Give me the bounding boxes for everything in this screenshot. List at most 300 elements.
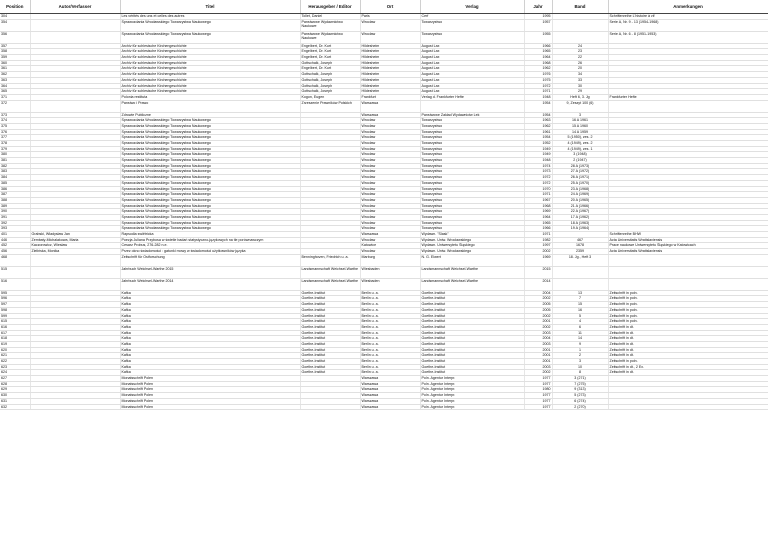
cell-position[interactable]: 595	[0, 290, 30, 296]
cell-position[interactable]: 375	[0, 123, 30, 129]
cell-position[interactable]: 597	[0, 302, 30, 308]
cell-position[interactable]: 615	[0, 319, 30, 325]
cell-verlag[interactable]: Goethe-Institut	[420, 302, 524, 308]
cell-anmerkungen[interactable]: Schriftenreihe BHW	[608, 232, 768, 238]
cell-band[interactable]: 15	[552, 302, 608, 308]
cell-jahr[interactable]: 1954	[524, 112, 552, 118]
cell-herausgeber[interactable]: Goethe-Institut	[300, 336, 360, 342]
cell-band[interactable]: 9	[552, 341, 608, 347]
cell-verlag[interactable]: Goethe-Institut	[420, 330, 524, 336]
cell-band[interactable]: 2359	[552, 249, 608, 255]
cell-ort[interactable]: Wiesbaden	[360, 266, 420, 278]
cell-jahr[interactable]: 1995	[524, 14, 552, 20]
cell-titel[interactable]: Kafka	[120, 336, 300, 342]
cell-ort[interactable]: Wrocław	[360, 186, 420, 192]
cell-anmerkungen[interactable]: Zeitschrift in dt.	[608, 330, 768, 336]
cell-jahr[interactable]: 1968	[524, 60, 552, 66]
cell-anmerkungen[interactable]: Zeitschrift in poln.	[608, 319, 768, 325]
cell-band[interactable]: 15 A 1960	[552, 123, 608, 129]
cell-jahr[interactable]: 1973	[524, 169, 552, 175]
cell-jahr[interactable]: 1949	[524, 152, 552, 158]
cell-band[interactable]: 2 (270)	[552, 404, 608, 410]
table-row[interactable]	[0, 404, 768, 410]
cell-titel[interactable]: Monatsschrift Polen	[120, 376, 300, 382]
cell-band[interactable]: 34	[552, 72, 608, 78]
cell-verlag[interactable]: August Lax	[420, 60, 524, 66]
cell-position[interactable]: 624	[0, 370, 30, 376]
cell-position[interactable]: 382	[0, 163, 30, 169]
cell-herausgeber[interactable]: Goethe-Institut	[300, 319, 360, 325]
cell-position[interactable]: 381	[0, 158, 30, 164]
cell-titel[interactable]: Zdrowie Publiczne	[120, 112, 300, 118]
cell-jahr[interactable]: 1997	[524, 243, 552, 249]
cell-titel[interactable]: Sprawozdania Wrocławskiego Towarzystwa Naukowego	[120, 169, 300, 175]
cell-band[interactable]: 3	[552, 112, 608, 118]
cell-ort[interactable]: Warszawa	[360, 387, 420, 393]
cell-herausgeber[interactable]: Engelbert, Dr. Kurt	[300, 43, 360, 49]
cell-band[interactable]: 3 (271)	[552, 376, 608, 382]
cell-titel[interactable]: Sprawozdania Wrocławskiego Towarzystwa Naukowego	[120, 123, 300, 129]
cell-verlag[interactable]: August Lax	[420, 49, 524, 55]
cell-ort[interactable]: Wrocław	[360, 129, 420, 135]
cell-jahr[interactable]: 1964	[524, 214, 552, 220]
cell-band[interactable]: 24 A (1969)	[552, 192, 608, 198]
cell-ort[interactable]: Hildesheim	[360, 55, 420, 61]
cell-band[interactable]: 14 A 1959	[552, 129, 608, 135]
cell-jahr[interactable]: 2003	[524, 341, 552, 347]
cell-ort[interactable]: Wrocław	[360, 19, 420, 31]
cell-ort[interactable]: Wrocław	[360, 180, 420, 186]
cell-ort[interactable]: Wrocław	[360, 163, 420, 169]
cell-jahr[interactable]: 2002	[524, 296, 552, 302]
cell-titel[interactable]: Sprawozdania Wrocławskiego Towarzystwa Naukowego	[120, 135, 300, 141]
cell-position[interactable]: 385	[0, 180, 30, 186]
cell-verlag[interactable]: Goethe-Institut	[420, 359, 524, 365]
cell-autor[interactable]: Kaczorowicz, Wiesław	[30, 243, 120, 249]
cell-verlag[interactable]: Goethe-Institut	[420, 296, 524, 302]
cell-jahr[interactable]: 2002	[524, 249, 552, 255]
cell-titel[interactable]: Kafka	[120, 353, 300, 359]
cell-verlag[interactable]: Goethe-Institut	[420, 336, 524, 342]
cell-jahr[interactable]: 2003	[524, 330, 552, 336]
cell-ort[interactable]: Wrocław	[360, 135, 420, 141]
cell-ort[interactable]: Hildesheim	[360, 77, 420, 83]
cell-anmerkungen[interactable]: Zeitschrift in dt.	[608, 336, 768, 342]
cell-ort[interactable]: Wrocław	[360, 226, 420, 232]
cell-jahr[interactable]: 1966	[524, 226, 552, 232]
cell-titel[interactable]: Sprawozdania Wrocławskiego Towarzystwa Naukowego	[120, 118, 300, 124]
cell-jahr[interactable]: 1952	[524, 141, 552, 147]
cell-verlag[interactable]: Goethe-Institut	[420, 313, 524, 319]
cell-verlag[interactable]: Towarzystwo	[420, 203, 524, 209]
cell-position[interactable]: 516	[0, 278, 30, 290]
table-row[interactable]	[0, 266, 768, 278]
cell-band[interactable]: 9, Zeszyt 100 (6)	[552, 100, 608, 112]
cell-titel[interactable]: Kafka	[120, 324, 300, 330]
cell-titel[interactable]: Archiv für schlesische Kirchengeschichte	[120, 77, 300, 83]
cell-herausgeber[interactable]: Tollet, Daniel	[300, 14, 360, 20]
cell-jahr[interactable]: 1977	[524, 398, 552, 404]
cell-band[interactable]: 4 (1949), zes. 2	[552, 141, 608, 147]
cell-ort[interactable]: Wrocław	[360, 158, 420, 164]
cell-jahr[interactable]: 2004	[524, 290, 552, 296]
cell-jahr[interactable]: 1977	[524, 404, 552, 410]
cell-band[interactable]: 5	[552, 313, 608, 319]
cell-jahr[interactable]: 1969	[524, 209, 552, 215]
cell-position[interactable]: 377	[0, 135, 30, 141]
cell-herausgeber[interactable]: Gottschalk, Joseph	[300, 72, 360, 78]
cell-herausgeber[interactable]: Goethe-Institut	[300, 330, 360, 336]
cell-jahr[interactable]: 2001	[524, 319, 552, 325]
cell-herausgeber[interactable]: Panstwowe Wydawnictwo Naukowe	[300, 31, 360, 43]
cell-verlag[interactable]: Towarzystwo	[420, 129, 524, 135]
cell-verlag[interactable]: Goethe-Institut	[420, 290, 524, 296]
cell-verlag[interactable]: August Lax	[420, 77, 524, 83]
table-row[interactable]	[0, 19, 768, 31]
cell-jahr[interactable]: 1948	[524, 158, 552, 164]
cell-anmerkungen[interactable]: Zeitschrift in dt.	[608, 341, 768, 347]
cell-autor[interactable]	[30, 100, 120, 112]
cell-band[interactable]: 26 A (1971)	[552, 175, 608, 181]
cell-verlag[interactable]: Towarzystwo	[420, 197, 524, 203]
cell-verlag[interactable]: Towarzystwo	[420, 220, 524, 226]
cell-position[interactable]: 599	[0, 313, 30, 319]
cell-band[interactable]: 1	[552, 347, 608, 353]
cell-ort[interactable]: Wrocław	[360, 146, 420, 152]
cell-ort[interactable]: Warszawa	[360, 376, 420, 382]
cell-verlag[interactable]: Poln. Agentur Interpr.	[420, 404, 524, 410]
cell-position[interactable]: 620	[0, 347, 30, 353]
cell-jahr[interactable]: 1962	[524, 123, 552, 129]
cell-titel[interactable]: Sprawozdania Wrocławskiego Towarzystwa Naukowego	[120, 31, 300, 43]
cell-ort[interactable]: Hildesheim	[360, 66, 420, 72]
cell-position[interactable]: 393	[0, 226, 30, 232]
cell-band[interactable]: 467	[552, 237, 608, 243]
cell-herausgeber[interactable]: Benninghoven, Friedrich u. a.	[300, 254, 360, 266]
cell-band[interactable]: Heft 6, 3. Jg	[552, 94, 608, 100]
cell-jahr[interactable]: 2014	[524, 278, 552, 290]
cell-verlag[interactable]: Towarzystwo	[420, 163, 524, 169]
cell-titel[interactable]: Polonia restituta	[120, 94, 300, 100]
cell-verlag[interactable]: Towarzystwo	[420, 180, 524, 186]
cell-ort[interactable]: Wrocław	[360, 192, 420, 198]
cell-jahr[interactable]: 2002	[524, 313, 552, 319]
cell-ort[interactable]: Wrocław	[360, 214, 420, 220]
cell-band[interactable]: 8	[552, 370, 608, 376]
cell-band[interactable]: 20	[552, 66, 608, 72]
cell-verlag[interactable]: Towarzystwo	[420, 146, 524, 152]
cell-jahr[interactable]: 2001	[524, 359, 552, 365]
cell-band[interactable]: 26	[552, 60, 608, 66]
cell-jahr[interactable]: 1971	[524, 89, 552, 95]
cell-jahr[interactable]: 1965	[524, 49, 552, 55]
cell-jahr[interactable]: 2003	[524, 364, 552, 370]
cell-verlag[interactable]	[420, 100, 524, 112]
cell-jahr[interactable]: 1977	[524, 393, 552, 399]
cell-titel[interactable]: Sprawozdania Wrocławskiego Towarzystwa Naukowego	[120, 158, 300, 164]
cell-ort[interactable]: Wrocław	[360, 220, 420, 226]
cell-herausgeber[interactable]: Goethe-Institut	[300, 324, 360, 330]
cell-band[interactable]: 23 A (1968)	[552, 186, 608, 192]
cell-position[interactable]: 371	[0, 94, 30, 100]
cell-position[interactable]: 360	[0, 60, 30, 66]
cell-verlag[interactable]: Towarzystwo	[420, 214, 524, 220]
cell-ort[interactable]: Wrocław	[360, 209, 420, 215]
cell-ort[interactable]: Berlin u. a.	[360, 296, 420, 302]
cell-jahr[interactable]: 1962	[524, 66, 552, 72]
cell-titel[interactable]: Panstwo i Prawo	[120, 100, 300, 112]
cell-autor[interactable]: Zielińska, Monika	[30, 249, 120, 255]
cell-ort[interactable]: Berlin u. a.	[360, 290, 420, 296]
cell-verlag[interactable]: Cerf	[420, 14, 524, 20]
cell-position[interactable]: 364	[0, 83, 30, 89]
cell-position[interactable]: 359	[0, 55, 30, 61]
cell-ort[interactable]: Berlin u. a.	[360, 347, 420, 353]
cell-verlag[interactable]: August Lax	[420, 43, 524, 49]
cell-position[interactable]: 623	[0, 364, 30, 370]
cell-band[interactable]: 4 (1949), zes. 1	[552, 146, 608, 152]
cell-herausgeber[interactable]	[300, 404, 360, 410]
cell-jahr[interactable]: 2001	[524, 347, 552, 353]
cell-verlag[interactable]: Poln. Agentur Interpr.	[420, 376, 524, 382]
cell-position[interactable]: 384	[0, 175, 30, 181]
cell-band[interactable]: 9 (313)	[552, 387, 608, 393]
cell-position[interactable]: 383	[0, 169, 30, 175]
cell-titel[interactable]: Zeitschrift für Ostforschung	[120, 254, 300, 266]
cell-herausgeber[interactable]: Goethe-Institut	[300, 313, 360, 319]
cell-verlag[interactable]: August Lax	[420, 55, 524, 61]
cell-position[interactable]: 621	[0, 353, 30, 359]
cell-herausgeber[interactable]: Goethe-Institut	[300, 290, 360, 296]
cell-verlag[interactable]: August Lax	[420, 72, 524, 78]
cell-titel[interactable]: Monatsschrift Polen	[120, 393, 300, 399]
cell-verlag[interactable]: Towarzystwo	[420, 152, 524, 158]
cell-ort[interactable]: Warszawa	[360, 404, 420, 410]
cell-ort[interactable]: Marburg	[360, 254, 420, 266]
table-row[interactable]	[0, 31, 768, 43]
cell-verlag[interactable]: Towarzystwo	[420, 226, 524, 232]
cell-jahr[interactable]: 1961	[524, 129, 552, 135]
cell-band[interactable]: 17 A (1962)	[552, 214, 608, 220]
cell-ort[interactable]: Hildesheim	[360, 83, 420, 89]
cell-verlag[interactable]: Towarzystwo	[420, 192, 524, 198]
cell-position[interactable]: 356	[0, 31, 30, 43]
cell-band[interactable]: 6	[552, 324, 608, 330]
cell-jahr[interactable]: 2002	[524, 370, 552, 376]
cell-verlag[interactable]: August Lax	[420, 89, 524, 95]
cell-ort[interactable]: Berlin u. a.	[360, 359, 420, 365]
cell-ort[interactable]: Hildesheim	[360, 43, 420, 49]
cell-autor[interactable]	[30, 31, 120, 43]
cell-jahr[interactable]: 1964	[524, 55, 552, 61]
cell-jahr[interactable]: 2001	[524, 353, 552, 359]
cell-verlag[interactable]: Poln. Agentur Interpr.	[420, 393, 524, 399]
cell-verlag[interactable]: Goethe-Institut	[420, 307, 524, 313]
cell-titel[interactable]: Kafka	[120, 313, 300, 319]
cell-jahr[interactable]: 1982	[524, 237, 552, 243]
cell-ort[interactable]: Hildesheim	[360, 89, 420, 95]
cell-herausgeber[interactable]: Goethe-Institut	[300, 359, 360, 365]
cell-ort[interactable]: Wrocław	[360, 141, 420, 147]
cell-verlag[interactable]: Towarzystwo	[420, 175, 524, 181]
cell-titel[interactable]: Sprawozdania Wrocławskiego Towarzystwa Naukowego	[120, 141, 300, 147]
cell-verlag[interactable]: Towarzystwo	[420, 19, 524, 31]
cell-band[interactable]	[552, 19, 608, 31]
cell-band[interactable]: 18 A (1963)	[552, 220, 608, 226]
cell-position[interactable]: 598	[0, 307, 30, 313]
cell-jahr[interactable]: 2005	[524, 307, 552, 313]
cell-herausgeber[interactable]: Goethe-Institut	[300, 370, 360, 376]
cell-position[interactable]: 628	[0, 381, 30, 387]
cell-ort[interactable]: Wrocław	[360, 31, 420, 43]
cell-anmerkungen[interactable]	[608, 266, 768, 278]
cell-band[interactable]: 2	[552, 353, 608, 359]
cell-anmerkungen[interactable]: Zeitschrift in dt.	[608, 370, 768, 376]
cell-band[interactable]: 1678	[552, 243, 608, 249]
cell-anmerkungen[interactable]	[608, 254, 768, 266]
cell-herausgeber[interactable]: Gottschalk, Joseph	[300, 83, 360, 89]
cell-anmerkungen[interactable]: Zeitschrift in poln.	[608, 296, 768, 302]
cell-autor[interactable]	[30, 404, 120, 410]
cell-herausgeber[interactable]: Goethe-Institut	[300, 307, 360, 313]
cell-position[interactable]: 401	[0, 232, 30, 238]
cell-band[interactable]: 6 (274)	[552, 398, 608, 404]
cell-verlag[interactable]: N. G. Elwert	[420, 254, 524, 266]
cell-herausgeber[interactable]: Goethe-Institut	[300, 341, 360, 347]
cell-jahr[interactable]: 1969	[524, 254, 552, 266]
cell-jahr[interactable]: 1954	[524, 135, 552, 141]
cell-band[interactable]: 24	[552, 43, 608, 49]
cell-autor[interactable]	[30, 266, 120, 278]
cell-band[interactable]: 23	[552, 49, 608, 55]
cell-verlag[interactable]: Towarzystwo	[420, 123, 524, 129]
cell-verlag[interactable]: Panstwowe Zakład Wydawnictw Lek	[420, 112, 524, 118]
cell-verlag[interactable]: Towarzystwo	[420, 169, 524, 175]
cell-ort[interactable]: Warszawa	[360, 381, 420, 387]
cell-herausgeber[interactable]: Engelbert, Dr. Kurt	[300, 55, 360, 61]
cell-position[interactable]: 456	[0, 249, 30, 255]
cell-titel[interactable]: Sprawozdania Wrocławskiego Towarzystwa Naukowego	[120, 129, 300, 135]
cell-band[interactable]	[552, 278, 608, 290]
header-jahr[interactable]: Jahr	[524, 0, 552, 14]
cell-herausgeber[interactable]: Kogon, Eugen	[300, 94, 360, 100]
cell-jahr[interactable]: 1970	[524, 186, 552, 192]
cell-herausgeber[interactable]: Landsmannschaft Weichsel-Warthe	[300, 278, 360, 290]
cell-titel[interactable]: Archiv für schlesische Kirchengeschichte	[120, 72, 300, 78]
cell-verlag[interactable]: Landsmannschaft Weichsel-Warthe	[420, 278, 524, 290]
cell-anmerkungen[interactable]: Prace naukowe Uniwersytetu Śląskiego w Katowicach	[608, 243, 768, 249]
cell-band[interactable]: 14	[552, 336, 608, 342]
cell-ort[interactable]: Berlin u. a.	[360, 336, 420, 342]
header-ort[interactable]: Ort	[360, 0, 420, 14]
cell-ort[interactable]: Paris	[360, 14, 420, 20]
cell-herausgeber[interactable]: Engelbert, Dr. Kurt	[300, 66, 360, 72]
cell-ort[interactable]: Warszawa	[360, 112, 420, 118]
cell-titel[interactable]: Rapsodia swiêtricka	[120, 232, 300, 238]
cell-band[interactable]: 3 (1948)	[552, 152, 608, 158]
cell-ort[interactable]: Warszawa	[360, 232, 420, 238]
cell-ort[interactable]: Wrocław	[360, 118, 420, 124]
cell-band[interactable]: 10	[552, 364, 608, 370]
cell-titel[interactable]: Monatsschrift Polen	[120, 404, 300, 410]
cell-position[interactable]: 630	[0, 393, 30, 399]
cell-position[interactable]: 362	[0, 72, 30, 78]
cell-position[interactable]: 616	[0, 324, 30, 330]
header-position[interactable]: Position	[0, 0, 30, 14]
cell-verlag[interactable]: Verlag d. Frankfurter Hefte	[420, 94, 524, 100]
cell-verlag[interactable]: August Lax	[420, 66, 524, 72]
cell-verlag[interactable]: Poln. Agentur Interpr.	[420, 387, 524, 393]
cell-jahr[interactable]: 1967	[524, 197, 552, 203]
cell-jahr[interactable]: 2005	[524, 302, 552, 308]
cell-jahr[interactable]: 1977	[524, 381, 552, 387]
cell-titel[interactable]: Sprawozdania Wrocławskiego Towarzystwa Naukowego	[120, 186, 300, 192]
cell-titel[interactable]: Sprawozdania Wrocławskiego Towarzystwa Naukowego	[120, 209, 300, 215]
cell-band[interactable]: 28 A (1973)	[552, 163, 608, 169]
cell-titel[interactable]: Les vérités des uns et celles des autres	[120, 14, 300, 20]
cell-titel[interactable]: Archiv für schlesische Kirchengeschichte	[120, 60, 300, 66]
cell-herausgeber[interactable]: Goethe-Institut	[300, 302, 360, 308]
cell-band[interactable]: 2 (1947)	[552, 158, 608, 164]
cell-anmerkungen[interactable]: Schriftenreihe L'histoire à vif	[608, 14, 768, 20]
cell-jahr[interactable]: 1972	[524, 175, 552, 181]
cell-titel[interactable]: Sprawozdania Wrocławskiego Towarzystwa Naukowego	[120, 197, 300, 203]
cell-position[interactable]: 357	[0, 43, 30, 49]
cell-jahr[interactable]: 2004	[524, 336, 552, 342]
cell-titel[interactable]: Sprawozdania Wrocławskiego Towarzystwa Naukowego	[120, 146, 300, 152]
cell-verlag[interactable]: Poln. Agentur Interpr.	[420, 381, 524, 387]
cell-verlag[interactable]: Towarzystwo	[420, 209, 524, 215]
cell-titel[interactable]: Sprawozdania Wrocławskiego Towarzystwa Naukowego	[120, 163, 300, 169]
cell-titel[interactable]: Kafka	[120, 307, 300, 313]
cell-ort[interactable]: Wrocław	[360, 169, 420, 175]
cell-band[interactable]: 22	[552, 55, 608, 61]
cell-verlag[interactable]: Goethe-Institut	[420, 341, 524, 347]
cell-verlag[interactable]: Towarzystwo	[420, 31, 524, 43]
cell-position[interactable]: 632	[0, 404, 30, 410]
cell-ort[interactable]: Berlin u. a.	[360, 302, 420, 308]
cell-position[interactable]: 629	[0, 387, 30, 393]
cell-titel[interactable]: Kafka	[120, 319, 300, 325]
cell-titel[interactable]: Kafka	[120, 370, 300, 376]
cell-anmerkungen[interactable]: Zeitschrift in poln.	[608, 359, 768, 365]
cell-band[interactable]: 27 A (1972)	[552, 169, 608, 175]
cell-band[interactable]: 5 (1950), zes. 2	[552, 135, 608, 141]
cell-titel[interactable]: Archiv für schlesische Kirchengeschichte	[120, 66, 300, 72]
cell-position[interactable]: 389	[0, 203, 30, 209]
cell-anmerkungen[interactable]: Zeitschrift in poln.	[608, 302, 768, 308]
header-autor[interactable]: Autor/Verfasser	[30, 0, 120, 14]
cell-position[interactable]: 392	[0, 220, 30, 226]
cell-herausgeber[interactable]: Gottschalk, Joseph	[300, 77, 360, 83]
cell-position[interactable]: 515	[0, 266, 30, 278]
cell-ort[interactable]: Hildesheim	[360, 72, 420, 78]
cell-jahr[interactable]: 1966	[524, 43, 552, 49]
cell-herausgeber[interactable]: Goethe-Institut	[300, 353, 360, 359]
cell-jahr[interactable]: 1972	[524, 83, 552, 89]
cell-ort[interactable]: Katowice	[360, 243, 420, 249]
cell-herausgeber[interactable]: Goethe-Institut	[300, 296, 360, 302]
cell-autor[interactable]: Grabski, Władysław Jan	[30, 232, 120, 238]
cell-titel[interactable]: Monatsschrift Polen	[120, 387, 300, 393]
cell-verlag[interactable]: August Lax	[420, 83, 524, 89]
cell-position[interactable]: 468	[0, 254, 30, 266]
cell-verlag[interactable]: Wydawn. Uniwersytetu Śląskiego	[420, 243, 524, 249]
cell-ort[interactable]: Wrocław	[360, 203, 420, 209]
cell-herausgeber[interactable]: Goethe-Institut	[300, 364, 360, 370]
cell-jahr[interactable]: 1975	[524, 77, 552, 83]
cell-position[interactable]: 379	[0, 146, 30, 152]
